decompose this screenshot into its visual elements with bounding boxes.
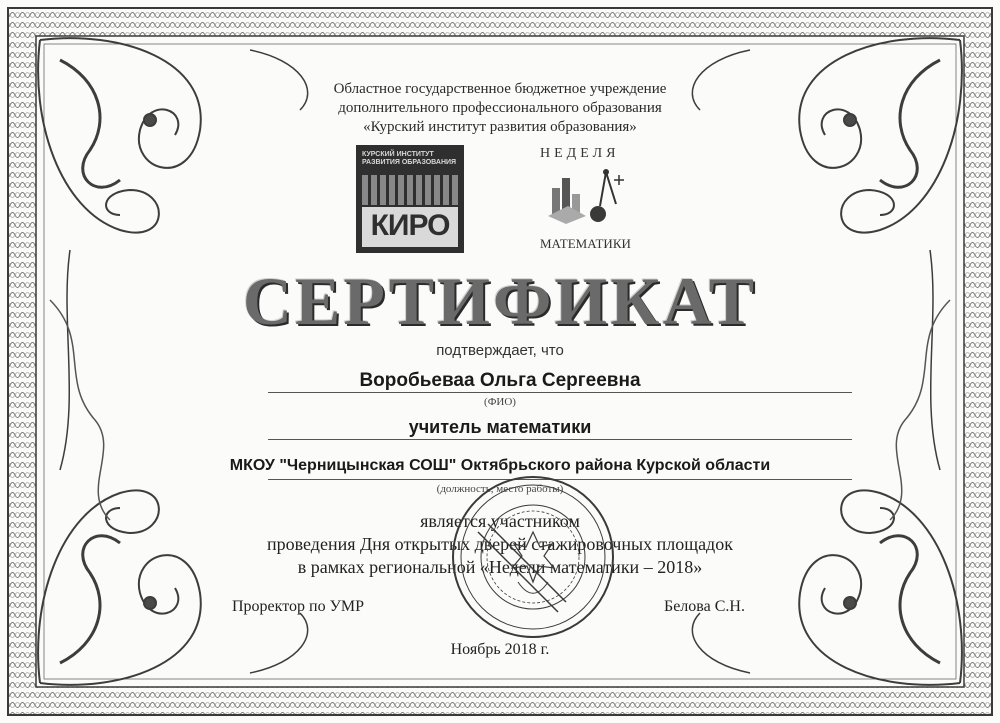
participant-text: является участником (420, 511, 580, 531)
kiro-logo (356, 145, 464, 253)
math-week-label-top: НЕДЕЛЯ (540, 146, 620, 161)
recipient-position: учитель математики (408, 417, 592, 437)
name-caption: (ФИО) (484, 396, 516, 408)
institution-line-1: Областное государственное бюджетное учреждение (333, 81, 667, 97)
confirms-text: подтверждает, что (436, 342, 564, 359)
name-underline (268, 392, 852, 393)
signer-name: Белова С.Н. (664, 598, 745, 615)
signer-role: Проректор по УМР (232, 598, 365, 615)
math-week-emblem (546, 166, 626, 228)
recipient-organization: МКОУ "Черницынская СОШ" Октябрьского района Курской области (229, 457, 771, 474)
certificate-title: СЕРТИФИКАТ (242, 263, 758, 339)
official-stamp (448, 472, 618, 642)
institution-line-2: дополнительного профессионального образования (338, 100, 662, 116)
institution-line-3: «Курский институт развития образования» (363, 119, 637, 135)
kiro-logo-caption: КУРСКИЙ ИНСТИТУТ РАЗВИТИЯ ОБРАЗОВАНИЯ (362, 151, 457, 166)
issue-date: Ноябрь 2018 г. (450, 641, 550, 658)
event-text: проведения Дня открытых дверей стажировочных площадок (267, 534, 733, 554)
math-week-label-bottom: МАТЕМАТИКИ (540, 236, 631, 251)
position-caption: (должность, место работы) (436, 483, 564, 495)
position-underline (268, 439, 852, 440)
recipient-name: Воробьеваа Ольга Сергеевна (359, 370, 641, 391)
kiro-logo-mark: КИРО (370, 209, 450, 242)
framework-text: в рамках региональной «Недели математики – 2018» (297, 557, 703, 577)
